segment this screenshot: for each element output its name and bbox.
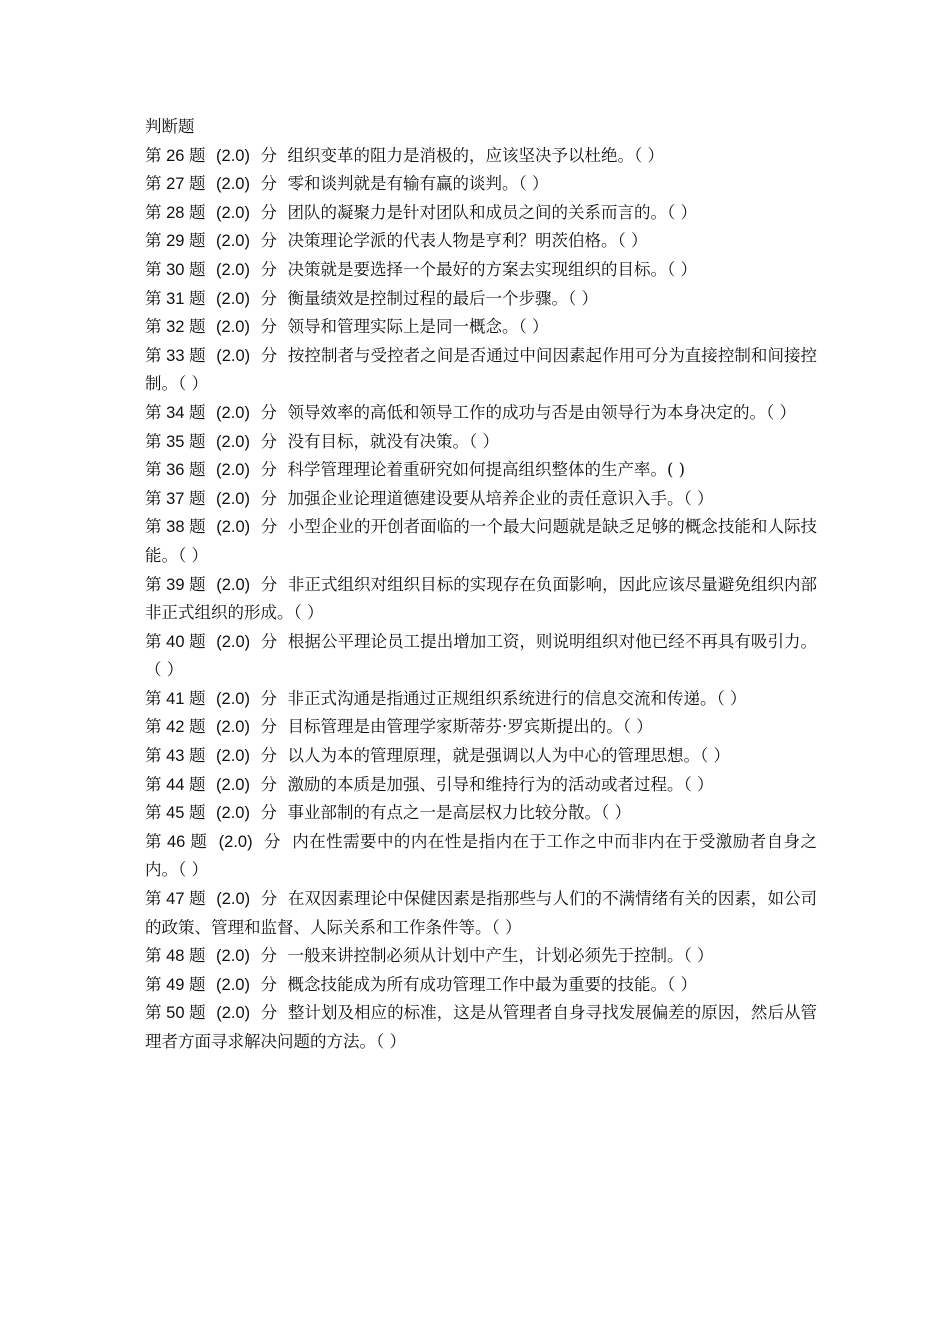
question-text: 按控制者与受控者之间是否通过中间因素起作用可分为直接控制和间接控制。（ ） — [145, 345, 818, 394]
question-item — [145, 227, 817, 256]
question-score: (2.0) — [216, 890, 251, 909]
question-score-unit: 分 — [260, 231, 277, 251]
question-score: (2.0) — [216, 346, 251, 365]
question-number: 第 43 题 — [145, 747, 206, 766]
question-number: 第 32 题 — [145, 318, 206, 337]
question-number: 第 28 题 — [145, 203, 206, 222]
question-score: (2.0) — [216, 260, 250, 279]
question-score: (2.0) — [216, 718, 250, 737]
question-score: (2.0) — [216, 518, 251, 537]
question-text: 科学管理理论着重研究如何提高组织整体的生产率。( ) — [287, 460, 686, 480]
question-text: 目标管理是由管理学家斯蒂芬·罗宾斯提出的。（ ） — [287, 717, 653, 737]
question-score: (2.0) — [216, 975, 250, 994]
question-score: (2.0) — [216, 203, 250, 222]
question-score: (2.0) — [216, 632, 251, 651]
question-number: 第 41 题 — [145, 689, 206, 708]
question-text: 领导效率的高低和领导工作的成功与否是由领导行为本身决定的。（ ） — [287, 402, 796, 422]
question-item — [145, 685, 817, 714]
question-score: (2.0) — [216, 318, 250, 337]
question-text: 组织变革的阻力是消极的，应该坚决予以杜绝。（ ） — [287, 145, 664, 165]
question-number: 第 31 题 — [145, 289, 206, 308]
question-item — [145, 456, 817, 485]
question-number: 第 26 题 — [145, 146, 206, 165]
question-score: (2.0) — [216, 146, 250, 165]
question-score-unit: 分 — [260, 145, 277, 165]
question-text: 领导和管理实际上是同一概念。（ ） — [287, 317, 549, 337]
question-number: 第 50 题 — [145, 1004, 206, 1023]
question-number: 第 35 题 — [145, 432, 206, 451]
question-score-unit: 分 — [260, 345, 278, 365]
question-item — [145, 256, 817, 285]
question-item — [145, 399, 817, 428]
question-score: (2.0) — [216, 232, 250, 251]
question-list — [145, 142, 817, 1057]
question-text: 整计划及相应的标准，这是从管理者自身寻找发展偏差的原因，然后从管理者方面寻求解决问题的方法。（ ） — [145, 1003, 818, 1051]
question-item — [145, 342, 817, 399]
question-score: (2.0) — [216, 775, 250, 794]
question-text: 非正式沟通是指通过正规组织系统进行的信息交流和传递。（ ） — [287, 688, 747, 708]
question-text: 决策理论学派的代表人物是亨利？明茨伯格。（ ） — [287, 231, 648, 251]
question-number: 第 33 题 — [145, 346, 206, 365]
question-number: 第 46 题 — [145, 832, 208, 851]
question-number: 第 39 题 — [145, 575, 206, 594]
question-score: (2.0) — [216, 804, 250, 823]
question-score-unit: 分 — [260, 402, 277, 422]
question-score-unit: 分 — [260, 202, 277, 222]
question-item — [145, 199, 817, 228]
question-item — [145, 170, 817, 199]
question-score: (2.0) — [216, 289, 250, 308]
question-score-unit: 分 — [260, 174, 277, 194]
question-score-unit: 分 — [260, 488, 277, 508]
question-score-unit: 分 — [260, 717, 277, 737]
question-score-unit: 分 — [260, 517, 278, 537]
question-number: 第 45 题 — [145, 804, 206, 823]
question-score-unit: 分 — [260, 631, 278, 651]
question-number: 第 27 题 — [145, 175, 206, 194]
question-item — [145, 742, 817, 771]
question-text: 在双因素理论中保健因素是指那些与人们的不满情绪有关的因素，如公司的政策、管理和监督、人际关系和工作条件等。（ ） — [145, 889, 818, 937]
question-text: 非正式组织对组织目标的实现存在负面影响，因此应该尽量避免组织内部非正式组织的形成。（ ） — [145, 574, 818, 623]
question-score: (2.0) — [216, 689, 250, 708]
question-number: 第 40 题 — [145, 632, 206, 651]
question-score: (2.0) — [216, 1004, 251, 1023]
question-score-unit: 分 — [260, 1003, 278, 1023]
section-title: 判断题 — [145, 117, 195, 136]
question-score-unit: 分 — [260, 803, 277, 823]
question-item — [145, 428, 817, 457]
question-item — [145, 971, 817, 1000]
question-score-unit: 分 — [260, 688, 277, 708]
question-text: 团队的凝聚力是针对团队和成员之间的关系而言的。（ ） — [287, 202, 697, 222]
question-item — [145, 142, 817, 171]
question-text: 根据公平理论员工提出增加工资，则说明组织对他已经不再具有吸引力。（ ） — [145, 631, 818, 680]
question-item — [145, 628, 817, 685]
question-text: 决策就是要选择一个最好的方案去实现组织的目标。（ ） — [287, 259, 697, 279]
question-score: (2.0) — [216, 947, 250, 966]
question-score: (2.0) — [216, 432, 250, 451]
question-score-unit: 分 — [260, 774, 277, 794]
question-score: (2.0) — [216, 403, 250, 422]
question-score-unit: 分 — [260, 259, 277, 279]
question-score: (2.0) — [218, 832, 253, 851]
question-item — [145, 513, 817, 570]
question-number: 第 49 题 — [145, 975, 206, 994]
question-score-unit: 分 — [260, 460, 277, 480]
question-score-unit: 分 — [260, 317, 277, 337]
question-score-unit: 分 — [260, 974, 277, 994]
question-text: 加强企业论理道德建设要从培养企业的责任意识入手。（ ） — [287, 488, 714, 508]
question-item — [145, 828, 817, 885]
question-text: 零和谈判就是有输有赢的谈判。（ ） — [287, 174, 549, 194]
question-item — [145, 799, 817, 828]
question-number: 第 47 题 — [145, 890, 206, 909]
question-item — [145, 313, 817, 342]
question-score-unit: 分 — [263, 831, 281, 851]
question-text: 激励的本质是加强、引导和维持行为的活动或者过程。（ ） — [287, 774, 714, 794]
question-number: 第 29 题 — [145, 232, 206, 251]
question-item — [145, 713, 817, 742]
question-text: 内在性需要中的内在性是指内在于工作之中而非内在于受激励者自身之内。（ ） — [145, 831, 817, 880]
document-content — [145, 113, 817, 1057]
question-score: (2.0) — [216, 175, 250, 194]
question-text: 衡量绩效是控制过程的最后一个步骤。（ ） — [287, 288, 598, 308]
question-number: 第 44 题 — [145, 775, 206, 794]
question-item — [145, 771, 817, 800]
question-item — [145, 485, 817, 514]
question-score: (2.0) — [216, 747, 250, 766]
question-text: 概念技能成为所有成功管理工作中最为重要的技能。（ ） — [287, 974, 697, 994]
question-score-unit: 分 — [260, 746, 277, 766]
question-number: 第 34 题 — [145, 403, 206, 422]
question-number: 第 38 题 — [145, 518, 206, 537]
question-text: 小型企业的开创者面临的一个最大问题就是缺乏足够的概念技能和人际技能。（ ） — [145, 517, 818, 565]
question-text: 一般来讲控制必须从计划中产生，计划必须先于控制。（ ） — [287, 946, 714, 966]
question-score-unit: 分 — [260, 431, 277, 451]
question-number: 第 36 题 — [145, 461, 206, 480]
question-score: (2.0) — [216, 461, 250, 480]
question-item — [145, 885, 817, 942]
question-text: 以人为本的管理原理，就是强调以人为中心的管理思想。（ ） — [287, 746, 730, 766]
question-text: 没有目标，就没有决策。（ ） — [287, 431, 499, 451]
question-item — [145, 999, 817, 1056]
question-item — [145, 571, 817, 628]
question-score-unit: 分 — [260, 288, 277, 308]
question-score: (2.0) — [216, 489, 250, 508]
question-item — [145, 942, 817, 971]
question-number: 第 37 题 — [145, 489, 206, 508]
question-score-unit: 分 — [260, 946, 277, 966]
question-number: 第 42 题 — [145, 718, 206, 737]
question-number: 第 30 题 — [145, 260, 206, 279]
question-score-unit: 分 — [260, 889, 278, 909]
question-score-unit: 分 — [260, 574, 278, 594]
question-number: 第 48 题 — [145, 947, 206, 966]
question-item — [145, 285, 817, 314]
question-text: 事业部制的有点之一是高层权力比较分散。（ ） — [287, 803, 631, 823]
question-score: (2.0) — [216, 575, 251, 594]
